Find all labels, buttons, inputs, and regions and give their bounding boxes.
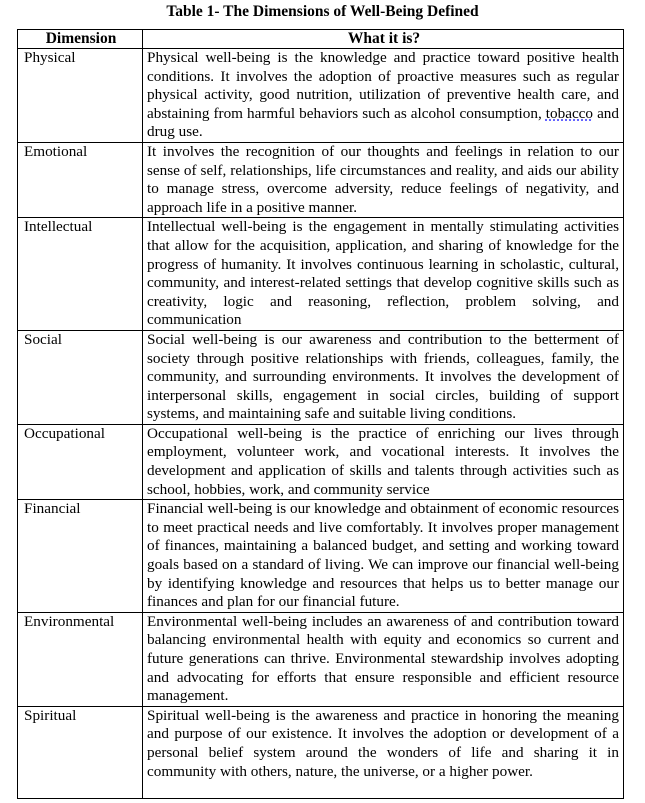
dimension-cell: Intellectual [18, 218, 143, 331]
description-text: Physical well-being is the knowledge and practice toward positive health conditions. It involves the adoption of proactive measures such as regular physical activity, good nutrition, utilization of preventive health care, and abstaining from harmful behaviors such as alcohol consumption, [147, 49, 619, 122]
table-row-emotional [18, 142, 624, 217]
dimension-cell: Environmental [18, 612, 143, 706]
dimension-cell: Occupational [18, 424, 143, 499]
description-cell: It involves the recognition of our thoughts and feelings in relation to our sense of self, relationships, life circumstances and reality, and aids our ability to manage stress, overcome adversity, reduce feelings of negativity, and approach life in a positive manner. [143, 142, 624, 217]
table-row-spiritual [18, 706, 624, 798]
dimension-cell: Social [18, 330, 143, 424]
header-dimension: Dimension [18, 30, 143, 49]
header-what-it-is: What it is? [143, 30, 624, 49]
table-row-occupational [18, 424, 624, 499]
description-cell: Intellectual well-being is the engagement in mentally stimulating activities that allow for the acquisition, application, and sharing of knowledge for the progress of humanity. It involves continuous learning in scholastic, cultural, community, and interest-related settings that develop cognitive skills such as creativity, logic and reasoning, reflection, problem solving, and communication [143, 218, 624, 331]
description-cell [143, 49, 624, 143]
spellcheck-flagged-word[interactable]: tobacco [545, 104, 594, 122]
table-row-environmental [18, 612, 624, 706]
dimension-cell: Emotional [18, 142, 143, 217]
description-cell: Social well-being is our awareness and contribution to the betterment of society through positive relationships with friends, colleagues, family, the community, and surrounding environments. It involves the development of interpersonal skills, engagement in social circles, building of support systems, and maintaining safe and suitable living conditions. [143, 330, 624, 424]
description-cell: Financial well-being is our knowledge and obtainment of economic resources to meet practical needs and live comfortably. It involves proper management of finances, maintaining a balanced budget, and setting and working toward goals based on a standard of living. We can improve our financial well-being by identifying knowledge and resources that helps us to better manage our finances and plan for our financial future. [143, 500, 624, 613]
description-text: and drug use. [147, 104, 619, 141]
dimension-cell: Financial [18, 500, 143, 613]
table-row-physical [18, 49, 624, 143]
table-row-intellectual [18, 218, 624, 331]
table-title: Table 1- The Dimensions of Well-Being Defined [166, 3, 479, 20]
description-cell: Environmental well-being includes an awareness of and contribution toward balancing environmental health with equity and economics so current and future generations can thrive. Environmental stewardship involves adopting and advocating for efforts that ensure responsible and efficient resource management. [143, 612, 624, 706]
table-header-row [18, 30, 624, 49]
table-row-social [18, 330, 624, 424]
table-row-financial [18, 500, 624, 613]
dimension-cell: Spiritual [18, 706, 143, 798]
well-being-table [17, 29, 624, 799]
description-cell: Spiritual well-being is the awareness and practice in honoring the meaning and purpose of our existence. It involves the adoption or development of a personal belief system around the wonders of life and sharing it in community with others, nature, the universe, or a higher power. [143, 706, 624, 798]
description-cell: Occupational well-being is the practice of enriching our lives through employment, volunteer work, and vocational interests. It involves the development and application of skills and talents through activities such as school, hobbies, work, and community service [143, 424, 624, 499]
dimension-cell: Physical [18, 49, 143, 143]
